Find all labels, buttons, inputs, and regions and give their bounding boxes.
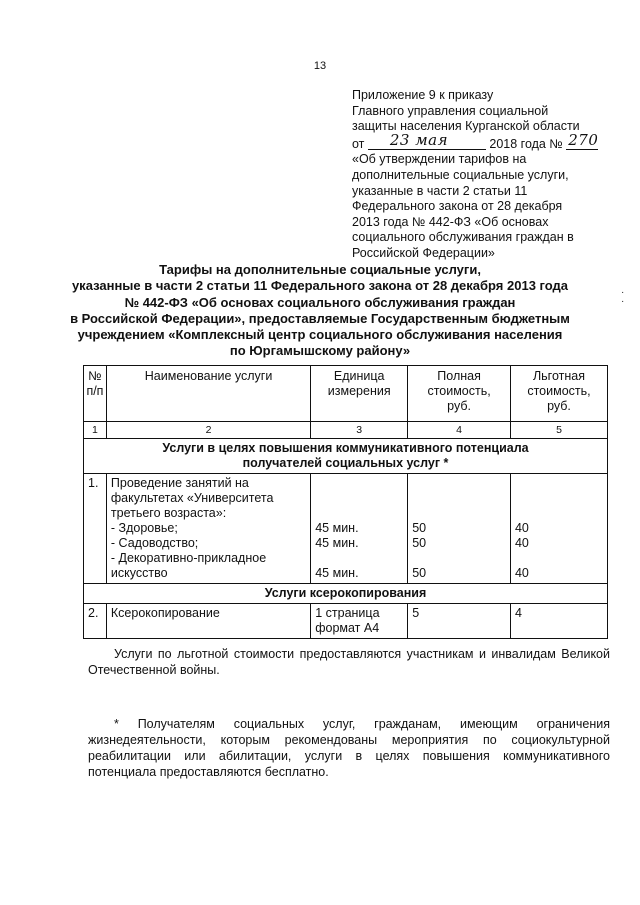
title-line: по Юргамышскому району» <box>229 343 411 359</box>
col-number: 4 <box>408 422 511 439</box>
row-unit: 1 страница формат А4 <box>311 604 408 639</box>
date-blank <box>368 131 486 150</box>
col-number: 5 <box>510 422 607 439</box>
handwritten-number: 270 <box>568 131 599 150</box>
section-row <box>84 584 608 604</box>
table-row <box>84 604 608 639</box>
section-row <box>84 439 608 474</box>
note-preferential: Услуги по льготной стоимости предоставляются участникам и инвалидам Великой Отечественной войны. <box>88 647 610 677</box>
row-unit: 45 мин. 45 мин. 45 мин. <box>311 474 408 584</box>
page-number: 13 <box>313 60 327 72</box>
appendix-line: дополнительные социальные услуги, <box>352 167 569 182</box>
col-number: 1 <box>84 422 107 439</box>
table-header-row <box>84 366 608 422</box>
row-num: 1. <box>84 474 107 584</box>
col-number: 3 <box>311 422 408 439</box>
header-name: Наименование услуги <box>106 366 310 422</box>
title-line: в Российской Федерации», предоставляемые Государственным бюджетным <box>70 310 570 326</box>
margin-mark: · · <box>621 287 625 307</box>
row-name: Ксерокопирование <box>106 604 310 639</box>
handwritten-date: 23 мая <box>389 131 449 150</box>
number-blank <box>566 131 599 150</box>
section-heading-1: Услуги в целях повышения коммуникативного потенциала получателей социальных услуг * <box>84 439 608 474</box>
header-pref-cost: Льготная стоимость, руб. <box>510 366 607 422</box>
appendix-date-line <box>352 131 602 153</box>
header-full-cost: Полная стоимость, руб. <box>408 366 511 422</box>
appendix-line: социального обслуживания граждан в <box>352 230 574 245</box>
title-line: учреждением «Комплексный центр социального обслуживания населения <box>77 327 563 343</box>
appendix-line: «Об утверждении тарифов на <box>352 152 527 167</box>
title-line: указанные в части 2 статьи 11 Федерального закона от 28 декабря 2013 года <box>71 278 569 294</box>
row-pref-cost: 4 <box>510 604 607 639</box>
document-title <box>60 262 580 360</box>
header-num: № п/п <box>84 366 107 422</box>
appendix-line: Российской Федерации» <box>352 245 495 260</box>
title-line: № 442-ФЗ «Об основах социального обслуживания граждан <box>124 294 516 310</box>
appendix-line: Главного управления социальной <box>352 103 549 118</box>
tariffs-table <box>83 365 608 639</box>
row-full-cost: 5 <box>408 604 511 639</box>
appendix-line: Федерального закона от 28 декабря <box>352 199 563 214</box>
column-number-row <box>84 422 608 439</box>
appendix-block <box>352 88 602 262</box>
table-row <box>84 474 608 584</box>
row-full-cost: 50 50 50 <box>408 474 511 584</box>
date-suffix: 2018 года № <box>489 136 563 151</box>
col-number: 2 <box>106 422 310 439</box>
row-num: 2. <box>84 604 107 639</box>
appendix-line: Приложение 9 к приказу <box>352 88 494 102</box>
section-heading-2: Услуги ксерокопирования <box>84 584 608 604</box>
row-name: Проведение занятий на факультетах «Университета третьего возраста»: - Здоровье; - Садоводство; - Декоративно-прикладное искусство <box>106 474 310 584</box>
title-line: Тарифы на дополнительные социальные услуги, <box>159 262 481 277</box>
appendix-line: защиты населения Курганской области <box>352 119 580 134</box>
appendix-line: 2013 года № 442-ФЗ «Об основах <box>352 214 549 229</box>
appendix-line: указанные в части 2 статьи 11 <box>352 183 528 198</box>
note-asterisk: * Получателям социальных услуг, гражданам, имеющим ограничения жизнедеятельности, которым рекомендованы мероприятия по социокультурной реабилитации или абилитации, услуги в целях повышения коммуникативного потенциала предоставляются бесплатно. <box>88 717 610 779</box>
date-prefix: от <box>352 136 365 151</box>
row-pref-cost: 40 40 40 <box>510 474 607 584</box>
header-unit: Единица измерения <box>311 366 408 422</box>
